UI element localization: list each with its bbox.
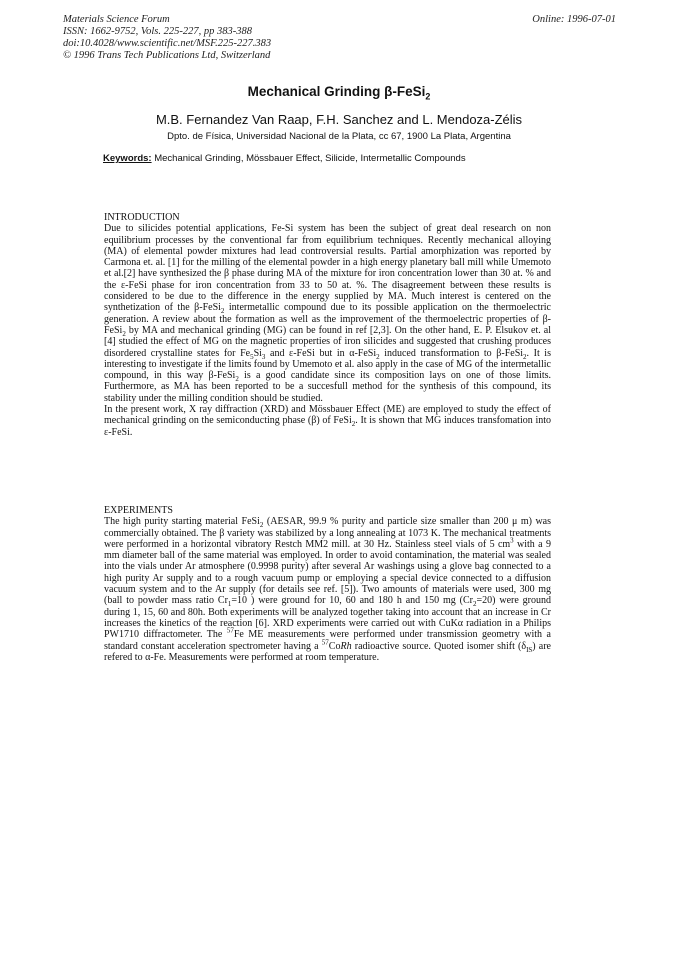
introduction-heading: INTRODUCTION (104, 212, 180, 223)
subscript: 2 (523, 352, 527, 361)
online-date: Online: 1996-07-01 (532, 14, 616, 25)
text-run: Fe ME measurements were performed under transmission geometry with a standard constant acceleration spectrometer having a (104, 629, 551, 652)
keywords-text: Mechanical Grinding, Mössbauer Effect, Silicide, Intermetallic Compounds (151, 153, 466, 164)
publication-meta (63, 14, 271, 62)
affiliation: Dpto. de Física, Universidad Nacional de la Plata, cc 67, 1900 La Plata, Argentina (167, 131, 511, 142)
text-run: Co (328, 640, 341, 652)
experiments-section (104, 505, 551, 663)
title-main: Mechanical Grinding β-FeSi (247, 84, 426, 99)
subscript: 2 (235, 375, 239, 384)
subscript: 1 (227, 600, 232, 609)
text-run: Si (253, 347, 262, 359)
text-run: by MA and mechanical grinding (MG) can be found in ref [2,3]. On the other hand, E. P. Elsukov et. al [4] studied the effect of MG on the magnetic properties of iron silicides and suggested that crushing produces disordered crystalline states for Fe (104, 324, 551, 359)
paper-title (0, 84, 678, 102)
text-run: induced transformation to β-FeSi (379, 347, 524, 359)
text-run: . It is shown that MG induces transfomation into ε-FeSi. (104, 415, 551, 438)
text-run: Due to silicides potential applications, Fe-Si system has been the subject of great deal research on non equilibrium processes by the conventional far from equilibrium techniques. Recently mechanical alloying (MA) of elemental powder mixtures had lead controversial results. Partial amorphization was reported by Carmona et. al. [1] for the milling of the elemental powder in a high energy planetary ball mill while Umemoto et al.[2] have synthesized the β phase during MA of the mixture for iron concentration lower than 30 at. % and the ε-FeSi phase for iron concentration from 33 to 50 at. %. The disagreement between these results is considered to be due to the difference in the energy supplied by MA. Much interest is centered on the synthetization of the β-FeSi (104, 223, 551, 314)
text-run: with a 9 mm diameter ball of the same material was employed. In order to avoid contamination, the material was sealed into the vials under Ar atmosphere (0.9998 purity) after several Ar washings using a glove bag connected to a high purity Ar supply and to a rough vacuum pump or employing a special device connected to a diffusion vacuum system and to the Ar supply (for details see ref. [5]). Two amounts of materials were used, 300 mg (ball to powder mass ratio Cr (104, 538, 551, 607)
doi-line: doi:10.4028/www.scientific.net/MSF.225-227.383 (63, 38, 272, 49)
subscript: 5 (250, 352, 254, 361)
experiments-heading: EXPERIMENTS (104, 505, 173, 516)
copyright-line: © 1996 Trans Tech Publications Ltd, Switzerland (63, 50, 271, 61)
experiments-paragraph (104, 516, 551, 663)
subscript: 3 (261, 352, 266, 361)
text-run: In the present work, X ray diffraction (XRD) and Mössbauer Effect (ME) are employed to study the effect of mechanical grinding on the semiconducting phase (β) of FeSi (104, 404, 551, 427)
text-run: =20) were ground during 1, 15, 60 and 80h. Both experiments will be analyzed together taking into account that an increase in Cr increases the kinetics of the reaction [6]. XRD experiments were carried out with CuKα radiation in a Philips PW1710 diffractometer. The (104, 595, 552, 641)
authors: M.B. Fernandez Van Raap, F.H. Sanchez and L. Mendoza-Zélis (155, 112, 523, 127)
subscript: 2 (220, 307, 225, 316)
text-run: ) are refered to α-Fe. Measurements were performed at room temperature. (104, 640, 551, 663)
text-run: =10 ) were ground for 10, 60 and 180 h and 150 mg (Cr (231, 595, 473, 607)
text-run: . It is interesting to investigate if the limits found by Umemoto et al. also apply in the case of MG of the intermetallic compound, in this way β-FeSi (104, 347, 551, 382)
text-run: intermetallic compound due to its possible application on the thermoelectric generation. A review about the formation as well as the improvement of the thermoelectric properties of β-FeSi (104, 302, 551, 336)
text-run: The high purity starting material FeSi (104, 516, 260, 528)
superscript: 3 (510, 536, 514, 545)
subscript: 2 (122, 329, 126, 338)
keywords-label: Keywords: (103, 153, 152, 164)
title-subscript: 2 (425, 91, 431, 102)
text-run: radioactive source. Quoted isomer shift (δ (351, 640, 527, 652)
keywords (103, 153, 466, 164)
subscript: 2 (376, 352, 380, 361)
text-run: (AESAR, 99.9 % purity and particle size smaller than 200 μ m) was commercially obtained. The β variety was stabilized by a long annealing at 1073 K. The mechanical treatments were performed in a horizontal vibratory Restch MM2 mill. at 30 Hz. Stainless steel vials of 5 cm (104, 516, 552, 550)
superscript: 57 (321, 638, 329, 647)
superscript: 57 (226, 626, 234, 635)
subscript: IS (526, 645, 533, 654)
journal-name: Materials Science Forum (63, 14, 170, 25)
introduction-section (104, 212, 551, 438)
introduction-paragraph-1 (104, 223, 551, 404)
introduction-paragraph-2 (104, 404, 551, 438)
issn-line: ISSN: 1662-9752, Vols. 225-227, pp 383-388 (63, 26, 252, 37)
text-run-italic: Rh (340, 640, 352, 652)
text-run: and ε-FeSi but in α-FeSi (265, 347, 377, 359)
subscript: 2 (472, 600, 477, 609)
text-run: is a good candidate since its composition lays on one of those limits. Furthermore, as MA has been reported to be a succesfull method for the synthesis of this compound, its stability under the milling condition should be studied. (104, 370, 551, 404)
subscript: 2 (259, 521, 264, 530)
subscript: 2 (351, 420, 356, 429)
